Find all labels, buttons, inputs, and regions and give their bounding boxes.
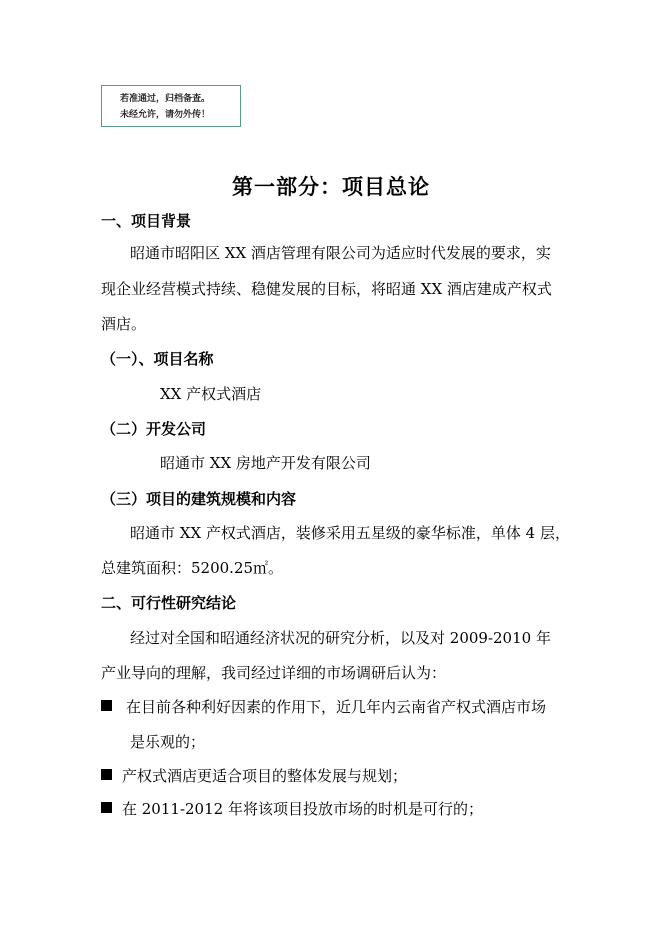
subsection-2-text: 昭通市 XX 房地产开发有限公司 <box>160 454 371 472</box>
bullet-1-line-2: 是乐观的； <box>130 733 206 751</box>
subsection-3-heading: （三）项目的建筑规模和内容 <box>101 490 297 508</box>
bullet-2-text: 产权式酒店更适合项目的整体发展与规划； <box>122 767 408 785</box>
bullet-square-icon <box>101 769 112 780</box>
subsection-3-line-1: 昭通市 XX 产权式酒店，装修采用五星级的豪华标准，单体 4 层， <box>130 524 570 542</box>
bullet-square-icon <box>101 802 112 813</box>
subsection-1-text: XX 产权式酒店 <box>160 385 262 403</box>
section-1-heading: 一、项目背景 <box>101 212 192 230</box>
section-1-para-line-3: 酒店。 <box>101 315 147 333</box>
bullet-1-line-1: 在目前各种利好因素的作用下，近几年内云南省产权式酒店市场 <box>126 698 547 716</box>
subsection-1-heading: （一）、项目名称 <box>101 350 214 368</box>
notice-stamp <box>101 85 241 127</box>
stamp-line-1: 若准通过，归档备查。 <box>120 94 211 104</box>
section-2-heading: 二、可行性研究结论 <box>101 594 237 612</box>
section-1-para-line-1: 昭通市昭阳区 XX 酒店管理有限公司为适应时代发展的要求，实 <box>130 244 551 262</box>
stamp-line-2: 未经允许，请勿外传！ <box>120 110 211 120</box>
section-2-para-line-1: 经过对全国和昭通经济状况的研究分析，以及对 2009-2010 年 <box>130 629 551 647</box>
subsection-3-line-2: 总建筑面积：5200.25㎡。 <box>101 559 284 577</box>
section-1-para-line-2: 现企业经营模式持续、稳健发展的目标，将昭通 XX 酒店建成产权式 <box>101 280 552 298</box>
subsection-2-heading: （二）开发公司 <box>101 420 207 438</box>
section-2-para-line-2: 产业导向的理解，我司经过详细的市场调研后认为： <box>101 664 447 682</box>
page-title: 第一部分：项目总论 <box>232 174 430 199</box>
bullet-square-icon <box>101 700 112 711</box>
bullet-3-text: 在 2011-2012 年将该项目投放市场的时机是可行的； <box>122 800 483 818</box>
